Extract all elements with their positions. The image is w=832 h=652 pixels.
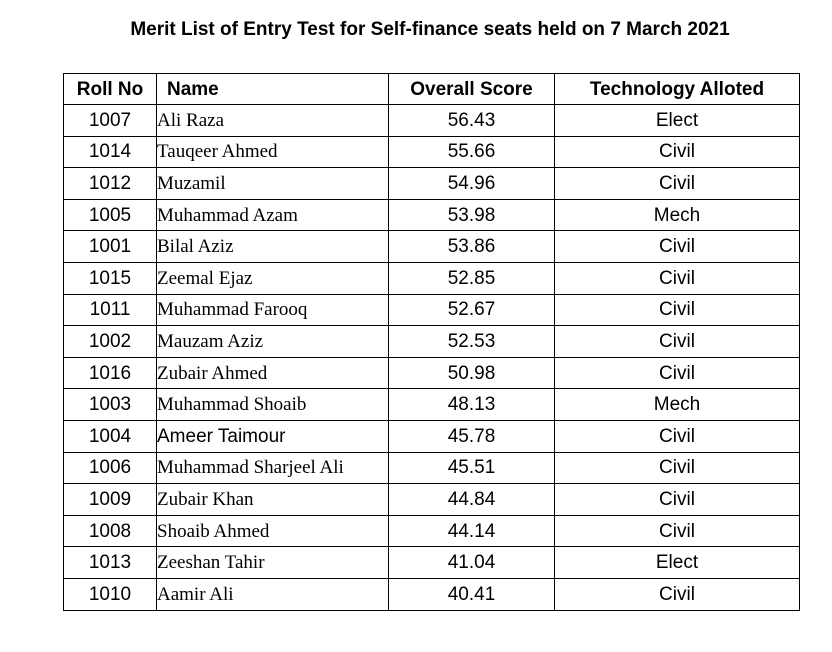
table-header-row	[64, 74, 800, 105]
technology-cell: Civil	[555, 484, 800, 516]
table-row	[64, 294, 800, 326]
name-cell: Mauzam Aziz	[157, 326, 389, 358]
overall-score-cell: 41.04	[389, 547, 555, 579]
technology-cell: Mech	[555, 389, 800, 421]
table-row	[64, 357, 800, 389]
table-row	[64, 168, 800, 200]
table-row	[64, 326, 800, 358]
roll-no-cell: 1009	[64, 484, 157, 516]
name-cell: Zubair Ahmed	[157, 357, 389, 389]
roll-no-cell: 1015	[64, 262, 157, 294]
technology-cell: Civil	[555, 357, 800, 389]
name-cell: Shoaib Ahmed	[157, 515, 389, 547]
name-cell: Muhammad Shoaib	[157, 389, 389, 421]
name-cell: Bilal Aziz	[157, 231, 389, 263]
name-cell: Ali Raza	[157, 105, 389, 137]
roll-no-cell: 1010	[64, 578, 157, 610]
name-cell: Ameer Taimour	[157, 420, 389, 452]
technology-cell: Civil	[555, 294, 800, 326]
overall-score-cell: 53.98	[389, 199, 555, 231]
table-row	[64, 578, 800, 610]
overall-score-cell: 48.13	[389, 389, 555, 421]
roll-no-cell: 1004	[64, 420, 157, 452]
column-header-technology-alloted: Technology Alloted	[555, 74, 800, 105]
overall-score-cell: 54.96	[389, 168, 555, 200]
roll-no-cell: 1008	[64, 515, 157, 547]
overall-score-cell: 45.78	[389, 420, 555, 452]
technology-cell: Civil	[555, 452, 800, 484]
table-row	[64, 484, 800, 516]
technology-cell: Civil	[555, 578, 800, 610]
table-row	[64, 105, 800, 137]
overall-score-cell: 55.66	[389, 136, 555, 168]
name-cell: Zubair Khan	[157, 484, 389, 516]
technology-cell: Elect	[555, 547, 800, 579]
roll-no-cell: 1013	[64, 547, 157, 579]
name-cell: Aamir Ali	[157, 578, 389, 610]
overall-score-cell: 52.67	[389, 294, 555, 326]
name-cell: Zeeshan Tahir	[157, 547, 389, 579]
document-title: Merit List of Entry Test for Self-finance seats held on 7 March 2021	[130, 19, 730, 40]
overall-score-cell: 52.53	[389, 326, 555, 358]
technology-cell: Mech	[555, 199, 800, 231]
roll-no-cell: 1001	[64, 231, 157, 263]
overall-score-cell: 44.14	[389, 515, 555, 547]
roll-no-cell: 1014	[64, 136, 157, 168]
roll-no-cell: 1007	[64, 105, 157, 137]
technology-cell: Civil	[555, 136, 800, 168]
roll-no-cell: 1006	[64, 452, 157, 484]
name-cell: Zeemal Ejaz	[157, 262, 389, 294]
roll-no-cell: 1003	[64, 389, 157, 421]
overall-score-cell: 50.98	[389, 357, 555, 389]
overall-score-cell: 40.41	[389, 578, 555, 610]
column-header-overall-score: Overall Score	[389, 74, 555, 105]
table-row	[64, 199, 800, 231]
table-row	[64, 136, 800, 168]
technology-cell: Civil	[555, 168, 800, 200]
roll-no-cell: 1011	[64, 294, 157, 326]
name-cell: Muhammad Azam	[157, 199, 389, 231]
technology-cell: Civil	[555, 262, 800, 294]
overall-score-cell: 52.85	[389, 262, 555, 294]
roll-no-cell: 1002	[64, 326, 157, 358]
overall-score-cell: 45.51	[389, 452, 555, 484]
overall-score-cell: 53.86	[389, 231, 555, 263]
name-cell: Muzamil	[157, 168, 389, 200]
column-header-roll-no: Roll No	[64, 74, 157, 105]
name-cell: Tauqeer Ahmed	[157, 136, 389, 168]
overall-score-cell: 56.43	[389, 105, 555, 137]
table-row	[64, 231, 800, 263]
table-row	[64, 547, 800, 579]
table-row	[64, 515, 800, 547]
table-row	[64, 262, 800, 294]
technology-cell: Civil	[555, 231, 800, 263]
table-row	[64, 389, 800, 421]
merit-list-table	[63, 73, 800, 611]
technology-cell: Civil	[555, 420, 800, 452]
roll-no-cell: 1012	[64, 168, 157, 200]
name-cell: Muhammad Sharjeel Ali	[157, 452, 389, 484]
technology-cell: Civil	[555, 326, 800, 358]
name-cell: Muhammad Farooq	[157, 294, 389, 326]
table-row	[64, 420, 800, 452]
roll-no-cell: 1005	[64, 199, 157, 231]
overall-score-cell: 44.84	[389, 484, 555, 516]
table-row	[64, 452, 800, 484]
roll-no-cell: 1016	[64, 357, 157, 389]
column-header-name: Name	[157, 74, 389, 105]
technology-cell: Civil	[555, 515, 800, 547]
technology-cell: Elect	[555, 105, 800, 137]
